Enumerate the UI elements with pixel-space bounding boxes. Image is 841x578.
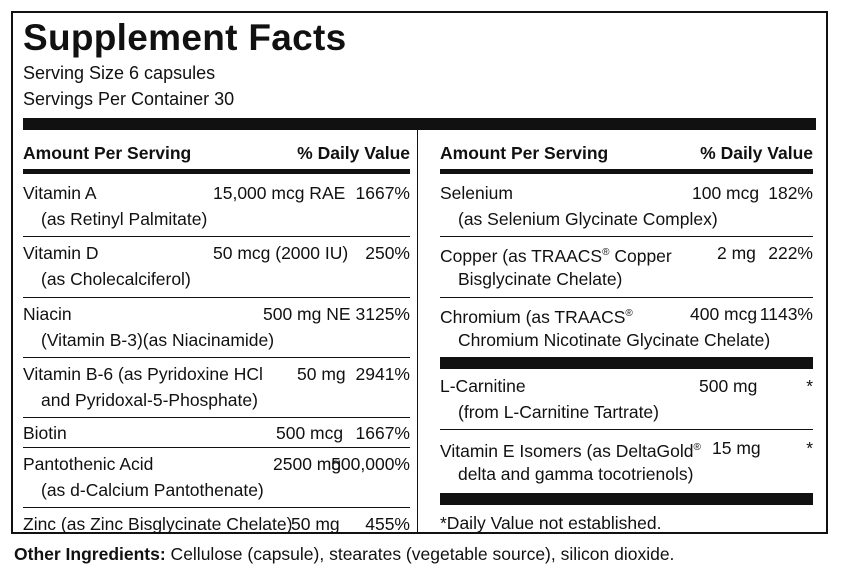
header-rule [23,169,410,174]
nutrient-amount: 50 mg [297,364,346,384]
nutrient-source: delta and gamma tocotrienols) [458,464,694,484]
amount-per-serving-label: Amount Per Serving [23,143,192,163]
panel-title: Supplement Facts [23,17,347,58]
nutrient-amount: 500 mg NE [263,304,351,324]
daily-value-label: % Daily Value [297,143,410,163]
registered-mark: ® [602,247,610,258]
nutrient-dv: 1143% [759,304,813,324]
nutrient-amount: 500 mcg [276,423,344,443]
nutrient-source: (as Retinyl Palmitate) [41,209,208,229]
bottom-thick-rule [440,493,813,505]
other-ingredients-text: Cellulose (capsule), stearates (vegetable source), silicon dioxide. [165,544,675,564]
nutrient-amount: 500 mg [699,376,758,396]
nutrient-name: Copper (as TRAACS® Copper [440,246,672,266]
nutrient-amount: 50 mcg (2000 IU) [213,243,349,263]
row-divider [440,236,813,237]
nutrient-amount: 2500 mg [273,454,342,474]
top-thick-rule [23,118,816,130]
column-divider [417,121,418,533]
nutrient-name: Chromium (as TRAACS® [440,307,633,327]
other-ingredients [14,544,674,565]
nutrient-name: Pantothenic Acid [23,454,154,474]
nutrient-dv: 1667% [355,183,410,203]
registered-mark: ® [693,442,701,453]
nutrient-dv: 2941% [355,364,410,384]
nutrient-dv: 1667% [355,423,410,443]
nutrient-dv: * [806,438,813,458]
nutrient-dv: 222% [768,243,813,263]
daily-value-footnote: *Daily Value not established. [440,513,662,533]
nutrient-source: and Pyridoxal-5-Phosphate) [41,390,258,410]
nutrient-amount: 400 mcg [690,304,758,324]
registered-mark: ® [625,308,633,319]
other-ingredients-label: Other Ingredients: [14,544,166,564]
serving-size: Serving Size 6 capsules [23,63,216,83]
nutrient-source: (as d-Calcium Pantothenate) [41,480,264,500]
nutrient-name: L-Carnitine [440,376,526,396]
amount-per-serving-label: Amount Per Serving [440,143,609,163]
nutrient-name: Biotin [23,423,67,443]
nutrient-dv: 250% [365,243,410,263]
nutrient-name: Selenium [440,183,513,203]
row-divider [23,297,410,298]
nutrient-name: Vitamin B-6 (as Pyridoxine HCl [23,364,263,384]
nutrient-name: Zinc (as Zinc Bisglycinate Chelate) [23,514,293,534]
nutrient-amount: 50 mg [291,514,340,534]
nutrient-source: Chromium Nicotinate Glycinate Chelate) [458,330,771,350]
row-divider [23,507,410,508]
nutrient-source: (Vitamin B-3)(as Niacinamide) [41,330,275,350]
nutrient-dv: 3125% [355,304,410,324]
row-divider [23,357,410,358]
nutrient-name: Niacin [23,304,72,324]
nutrient-dv: 455% [365,514,410,534]
nutrient-source: (as Cholecalciferol) [41,269,191,289]
row-divider [23,447,410,448]
section-thick-rule [440,357,813,369]
supplement-facts-panel [11,11,828,534]
nutrient-dv: 182% [768,183,813,203]
nutrient-amount: 2 mg [717,243,756,263]
row-divider [440,429,813,430]
nutrient-amount: 15 mg [712,438,761,458]
servings-per-container: Servings Per Container 30 [23,89,235,109]
nutrient-name: Vitamin E Isomers (as DeltaGold® [440,441,701,461]
nutrient-name: Vitamin D [23,243,99,263]
left-header [23,133,410,169]
nutrient-source: (as Selenium Glycinate Complex) [458,209,718,229]
right-header [440,133,813,169]
row-divider [23,236,410,237]
header-rule [440,169,813,174]
nutrient-name: Vitamin A [23,183,97,203]
daily-value-label: % Daily Value [700,143,813,163]
row-divider [440,297,813,298]
nutrient-source: (from L-Carnitine Tartrate) [458,402,659,422]
nutrient-source: Bisglycinate Chelate) [458,269,623,289]
nutrient-dv: 500,000% [331,454,410,474]
nutrient-amount: 100 mcg [692,183,760,203]
nutrient-dv: * [806,376,813,396]
row-divider [23,417,410,418]
nutrient-amount: 15,000 mcg RAE [213,183,346,203]
